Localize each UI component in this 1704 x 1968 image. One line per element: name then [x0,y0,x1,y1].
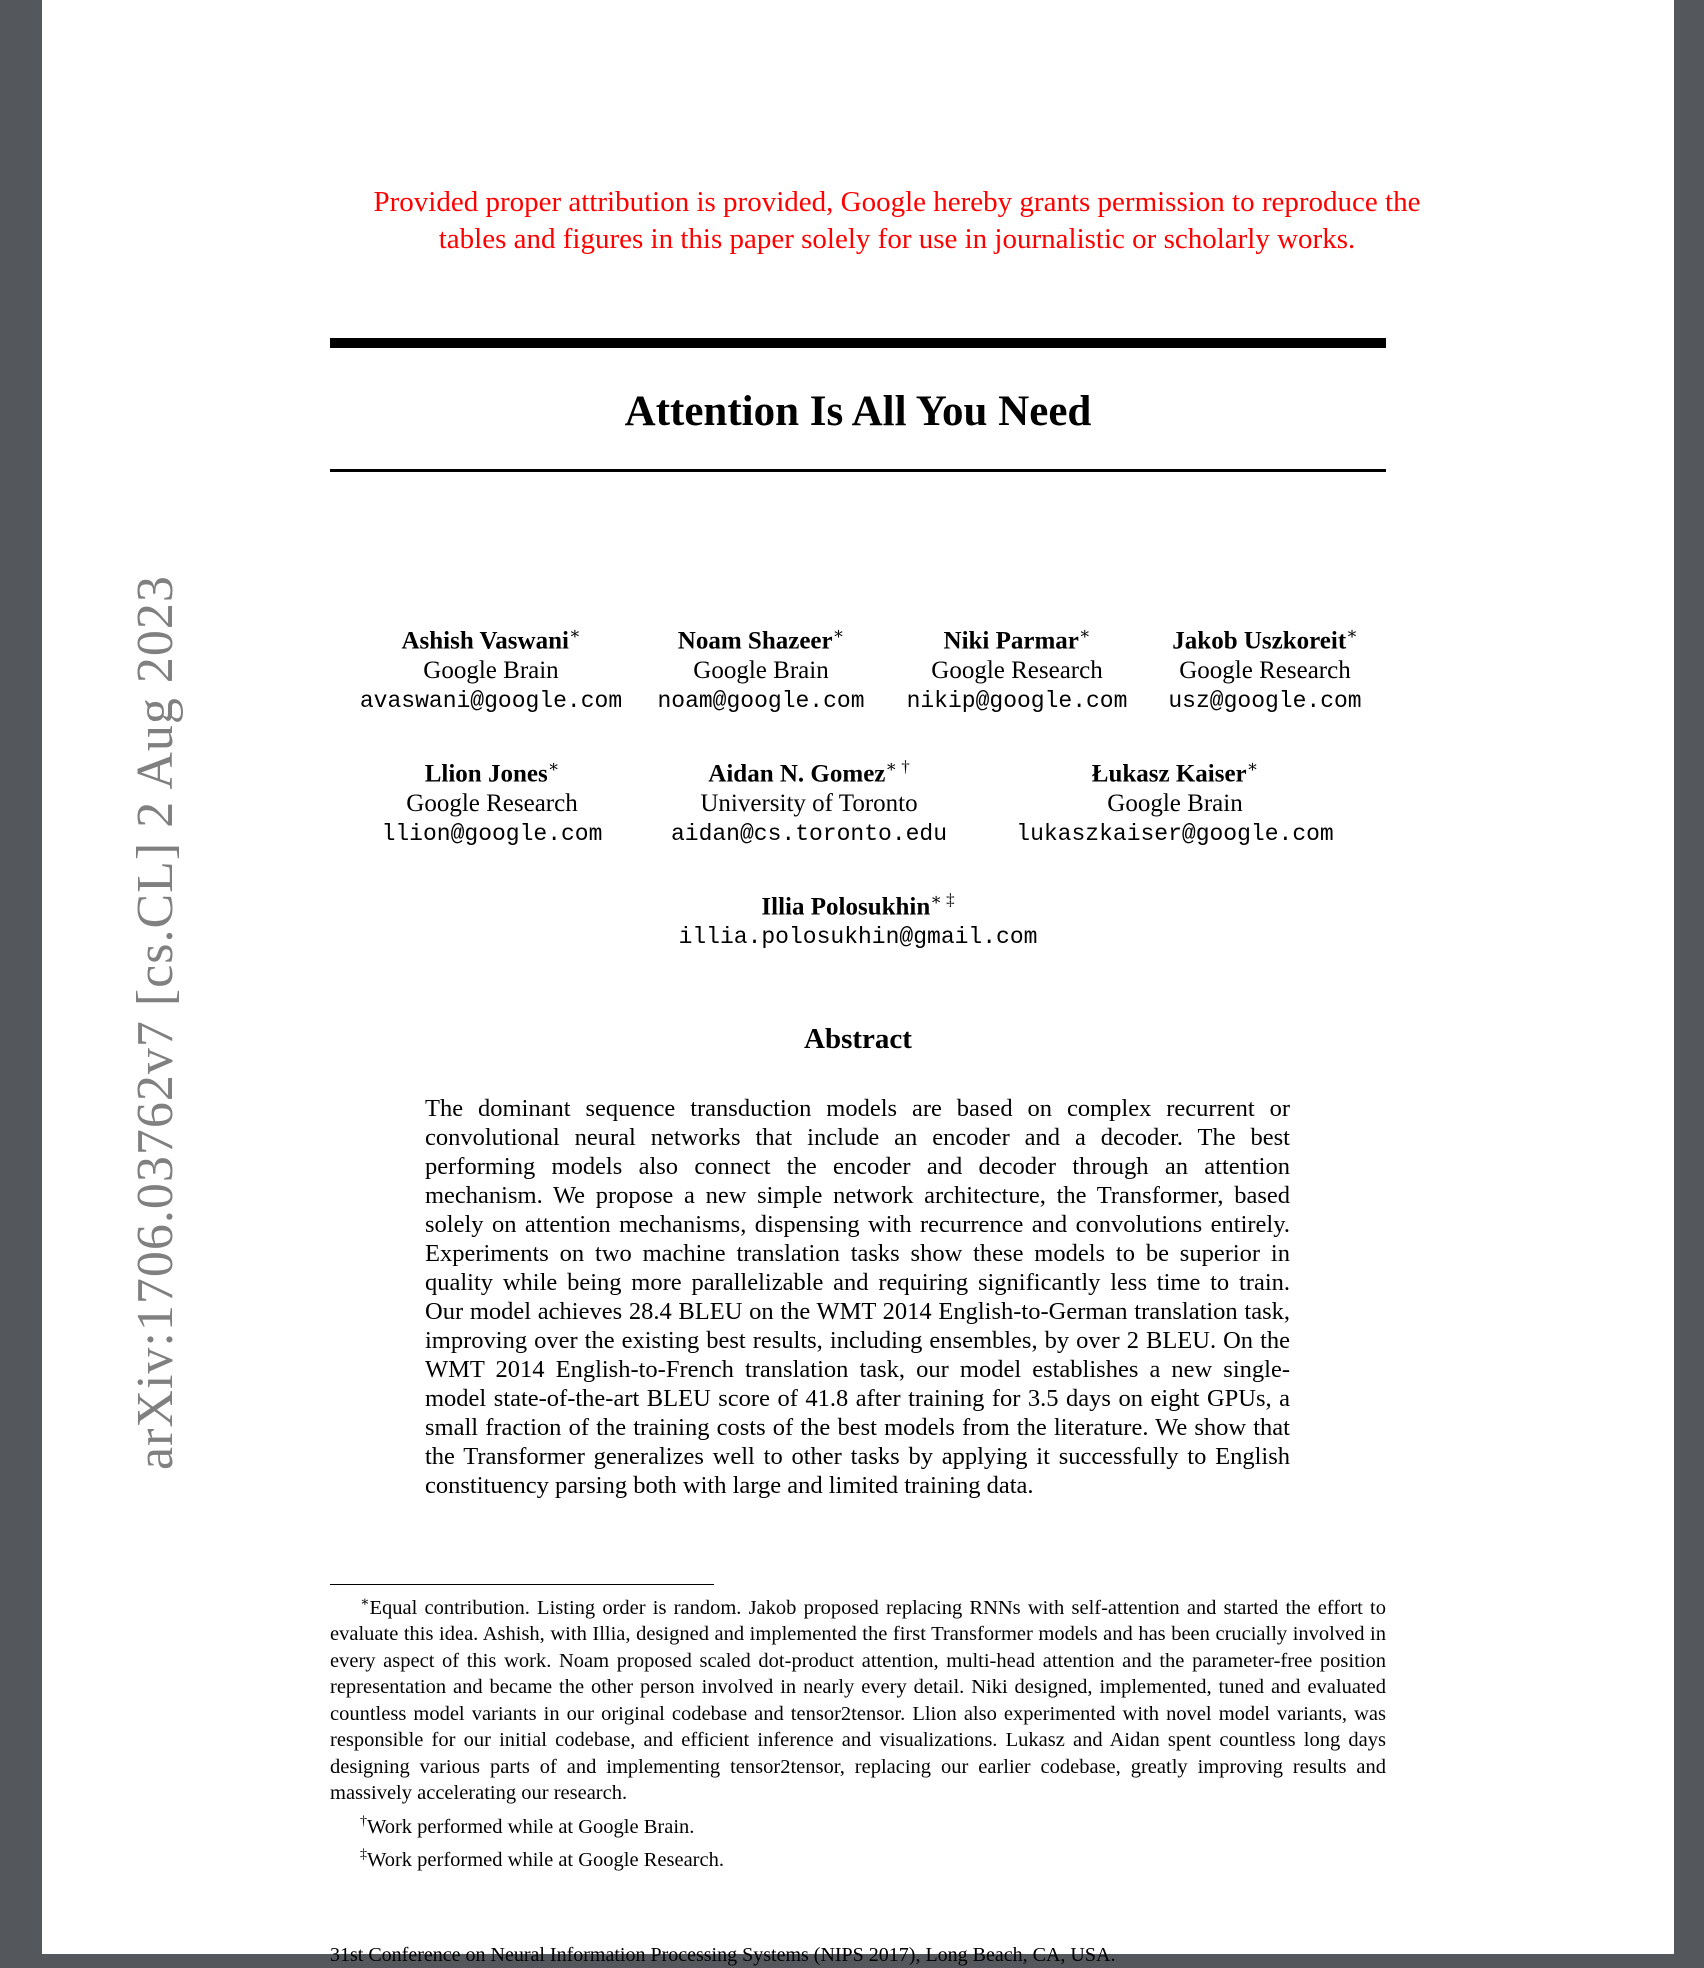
author-email[interactable]: nikip@google.com [906,688,1128,715]
author-email[interactable]: llion@google.com [381,821,603,848]
author-block [671,752,947,849]
footnote-text: Equal contribution. Listing order is random. Jakob proposed replacing RNNs with self-attention and started the effort to evaluate this idea. Ashish, with Illia, designed and implemented the first Transformer models and has been crucially involved in every aspect of this work. Noam proposed scaled dot-product attention, multi-head attention and the parameter-free position representation and became the other person involved in nearly every detail. Niki designed, implemented, tuned and evaluated countless model variants in our original codebase and tensor2tensor. Llion also experimented with novel model variants, was responsible for our initial codebase, and efficient inference and visualizations. Lukasz and Aidan spent countless long days designing various parts of and implementing tensor2tensor, replacing our earlier codebase, greatly improving results and massively accelerating our research. [330,1596,1386,1805]
author-affiliation: Google Research [931,657,1103,685]
paper-title: Attention Is All You Need [624,388,1092,435]
author-name: Ashish Vaswani [401,627,569,655]
author-name: Jakob Uszkoreit [1172,627,1347,655]
author-marks: ∗ [547,757,560,776]
permission-notice: Provided proper attribution is provided, Google hereby grants permission to reproduce the tables and figures in this paper solely for use in journalistic or scholarly works. [373,186,1421,255]
author-name: Niki Parmar [943,627,1079,655]
author-block [360,619,622,716]
author-name: Illia Polosukhin [761,893,931,921]
author-affiliation: Google Research [406,790,578,818]
footnotes [330,1590,1386,1873]
author-email[interactable]: avaswani@google.com [359,688,623,715]
footnote [330,1809,1386,1840]
author-block [679,885,1038,952]
author-email[interactable]: usz@google.com [1168,688,1362,715]
author-affiliation: Google Brain [423,657,559,685]
footnote-mark: ‡ [360,1847,367,1863]
footnote [330,1590,1386,1807]
author-marks: ∗ [568,624,581,643]
author-block [907,619,1128,716]
author-email[interactable]: noam@google.com [657,688,865,715]
author-affiliation: Google Research [1179,657,1351,685]
arxiv-stamp: arXiv:1706.03762v7 [cs.CL] 2 Aug 2023 [127,575,184,1470]
author-name: Aidan N. Gomez [708,760,886,788]
author-email[interactable]: lukaszkaiser@google.com [1016,821,1334,848]
author-marks: ∗ † [885,757,910,776]
footnote-mark: † [360,1813,367,1829]
author-marks: ∗ ‡ [930,890,955,909]
author-marks: ∗ [1346,624,1358,643]
title-top-rule [330,338,1386,348]
author-block [382,752,603,849]
author-name: Llion Jones [424,760,548,788]
author-affiliation: Google Brain [1107,790,1243,818]
abstract-heading: Abstract [804,1023,912,1055]
author-affiliation: Google Brain [693,657,829,685]
footnote-text: Work performed while at Google Research. [367,1848,724,1871]
title-bottom-rule [330,469,1386,472]
author-marks: ∗ [1246,757,1259,776]
author-block [657,619,864,716]
author-email[interactable]: aidan@cs.toronto.edu [670,821,948,848]
abstract-body: The dominant sequence transduction models are based on complex recurrent or convolutional neural networks that include an encoder and a decoder. The best performing models also connect the encoder and decoder through an attention mechanism. We propose a new simple network architecture, the Transformer, based solely on attention mechanisms, dispensing with recurrence and convolutions entirely. Experiments on two machine translation tasks show these models to be superior in quality while being more parallelizable and requiring significantly less time to train. Our model achieves 28.4 BLEU on the WMT 2014 English-to-German translation task, improving over the existing best results, including ensembles, by over 2 BLEU. On the WMT 2014 English-to-French translation task, our model establishes a new single-model state-of-the-art BLEU score of 41.8 after training for 3.5 days on eight GPUs, a small fraction of the training costs of the best models from the literature. We show that the Transformer generalizes well to other tasks by applying it successfully to English constituency parsing both with large and limited training data. [425,1095,1290,1499]
pdf-page [42,0,1674,1966]
author-name: Łukasz Kaiser [1091,760,1247,788]
footnote-mark: ∗ [360,1595,370,1610]
footnote-text: Work performed while at Google Brain. [367,1815,695,1838]
author-affiliation: University of Toronto [700,790,918,818]
author-block [1168,619,1361,716]
author-marks: ∗ [1078,624,1091,643]
footnote [330,1842,1386,1873]
author-name: Noam Shazeer [677,627,833,655]
author-block [1016,752,1333,849]
author-marks: ∗ [832,624,845,643]
author-email[interactable]: illia.polosukhin@gmail.com [678,924,1038,951]
footnote-rule [330,1584,714,1585]
venue-line: 31st Conference on Neural Information Processing Systems (NIPS 2017), Long Beach, CA, USA. [330,1944,1116,1966]
